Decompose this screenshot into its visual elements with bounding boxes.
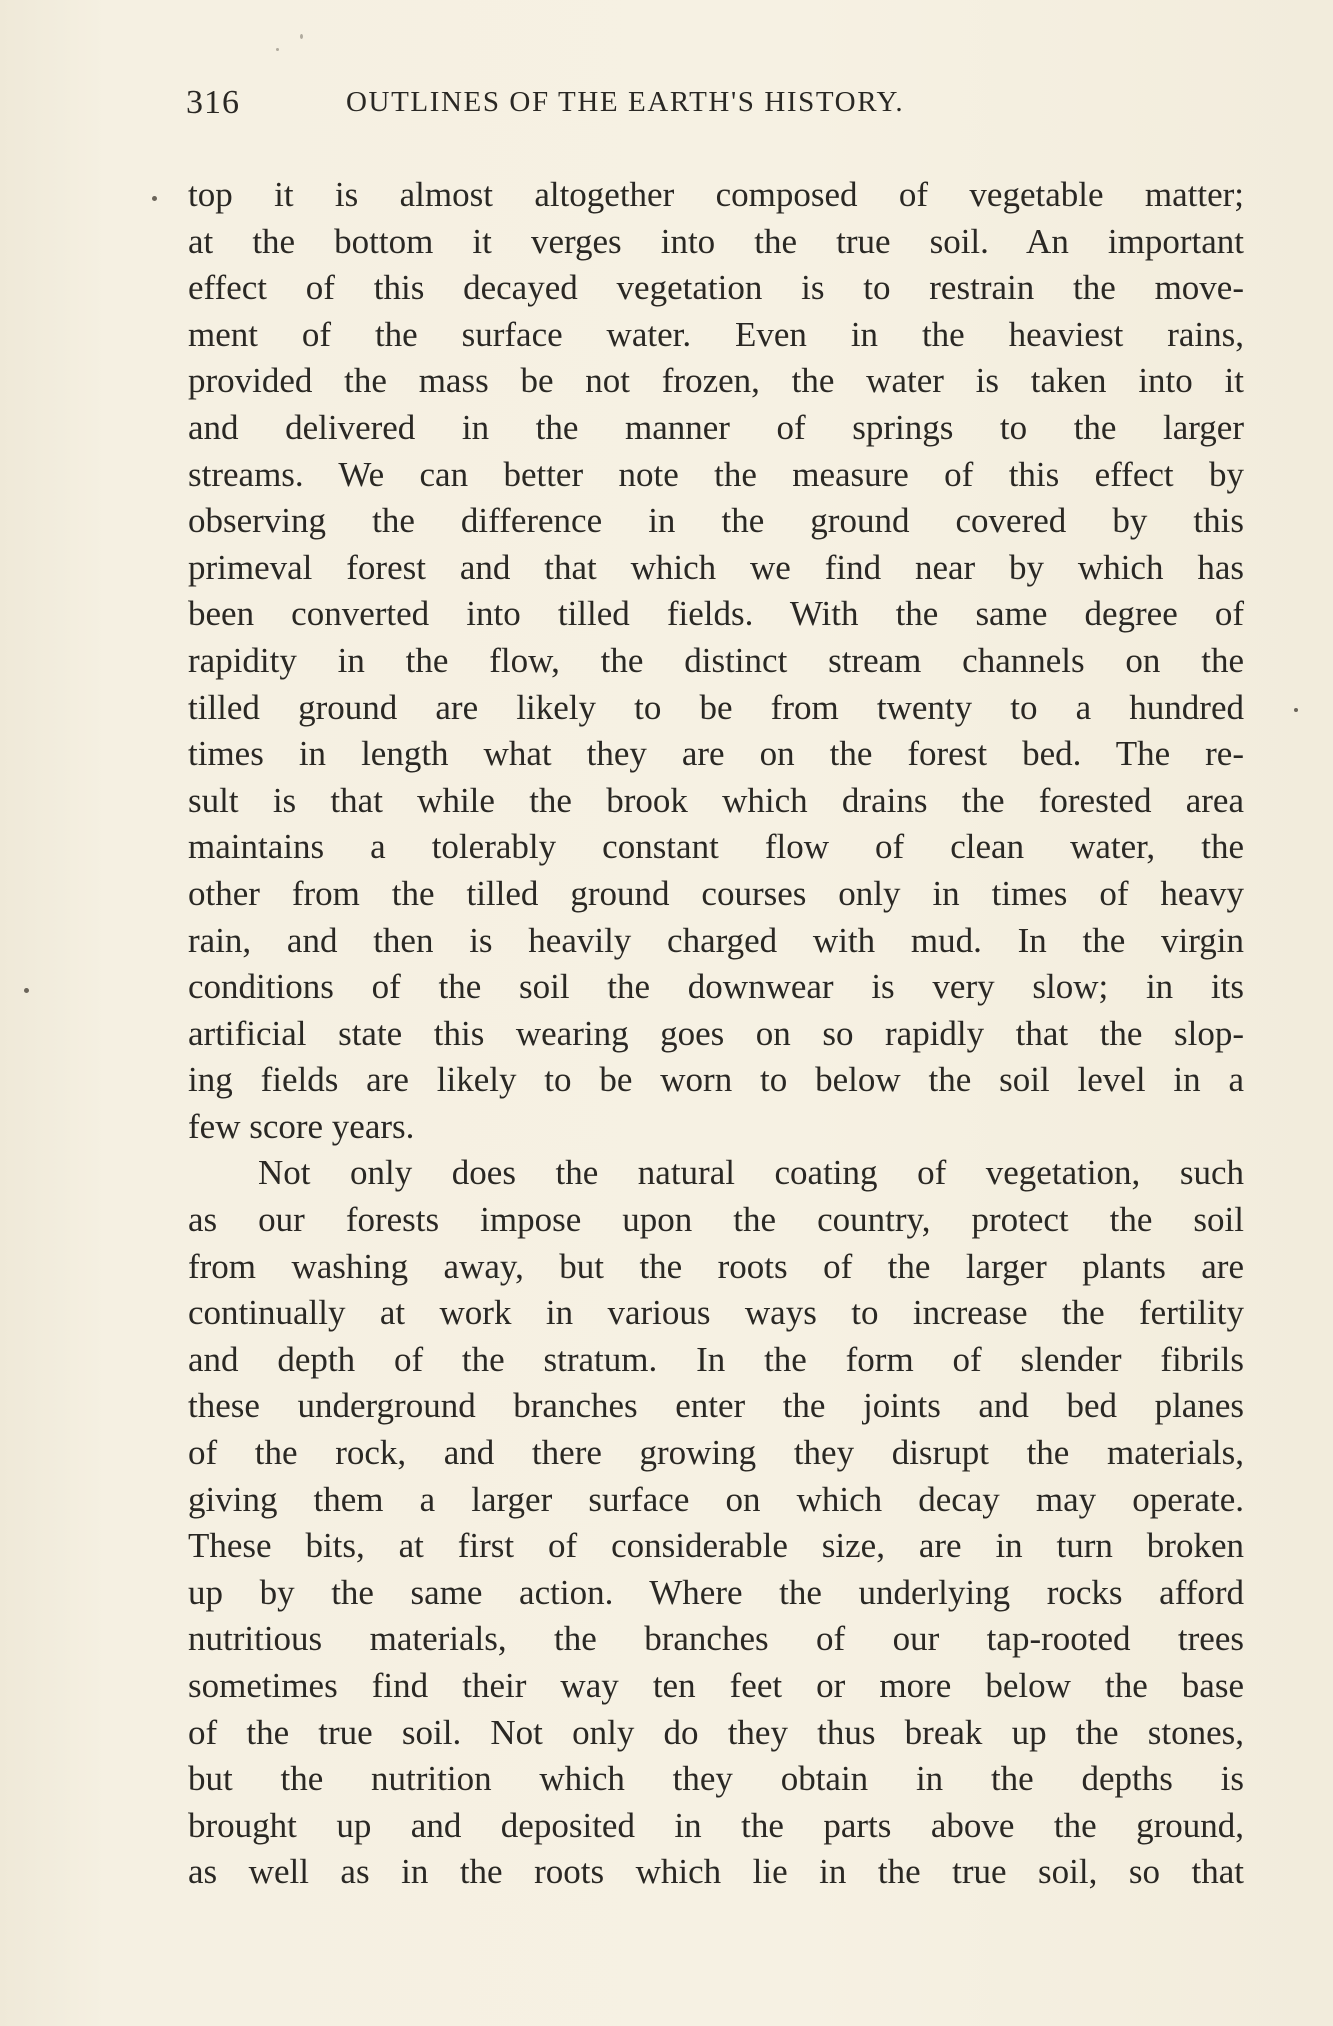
body-text xyxy=(188,172,1244,1896)
text-line: artificial state this wearing goes on so rapidly that the slop- xyxy=(188,1013,1244,1053)
text-line: giving them a larger surface on which decay may operate. xyxy=(188,1479,1244,1519)
text-line: sometimes find their way ten feet or more below the base xyxy=(188,1666,1244,1705)
print-speck xyxy=(24,988,29,993)
text-line: rapidity in the flow, the distinct stream channels on the xyxy=(188,640,1244,680)
text-line: at the bottom it verges into the true soil. An important xyxy=(188,221,1244,261)
print-speck xyxy=(1294,708,1298,712)
page-header xyxy=(186,84,1106,134)
text-line: up by the same action. Where the underlying rocks afford xyxy=(188,1572,1244,1612)
text-line: continually at work in various ways to increase the fertility xyxy=(188,1293,1244,1333)
text-line: ment of the surface water. Even in the heaviest rains, xyxy=(188,314,1244,354)
paragraph-end-line: few score years. xyxy=(188,1106,415,1146)
text-line: times in length what they are on the forest bed. The re- xyxy=(188,734,1244,774)
text-line: tilled ground are likely to be from twenty to a hundred xyxy=(188,687,1244,727)
text-line: top it is almost altogether composed of vegetable matter; xyxy=(188,175,1244,214)
text-line: of the rock, and there growing they disrupt the materials, xyxy=(188,1433,1244,1473)
page-number: 316 xyxy=(186,84,240,121)
text-line: but the nutrition which they obtain in the depths is xyxy=(188,1759,1244,1799)
print-speck xyxy=(300,34,303,39)
text-line: observing the difference in the ground covered by this xyxy=(188,501,1244,541)
text-line: as our forests impose upon the country, protect the soil xyxy=(188,1200,1244,1240)
text-line: primeval forest and that which we find near by which has xyxy=(188,547,1244,587)
text-line: brought up and deposited in the parts above the ground, xyxy=(188,1805,1244,1845)
text-line: been converted into tilled fields. With the same degree of xyxy=(188,594,1244,634)
text-line: streams. We can better note the measure of this effect by xyxy=(188,454,1244,494)
text-line: and depth of the stratum. In the form of slender fibrils xyxy=(188,1339,1244,1379)
text-line: from washing away, but the roots of the larger plants are xyxy=(188,1246,1244,1286)
text-line: conditions of the soil the downwear is very slow; in its xyxy=(188,967,1244,1007)
text-line: other from the tilled ground courses only in times of heavy xyxy=(188,873,1244,913)
paragraph-start-line: Not only does the natural coating of vegetation, such xyxy=(258,1153,1244,1193)
text-line: effect of this decayed vegetation is to restrain the move- xyxy=(188,268,1244,308)
text-line: and delivered in the manner of springs to the larger xyxy=(188,407,1244,447)
text-line: ing fields are likely to be worn to below the soil level in a xyxy=(188,1060,1244,1100)
print-speck xyxy=(152,196,157,201)
text-line: of the true soil. Not only do they thus break up the stones, xyxy=(188,1712,1244,1752)
print-speck xyxy=(276,48,279,51)
text-line: sult is that while the brook which drains the forested area xyxy=(188,780,1244,820)
text-line: nutritious materials, the branches of our tap-rooted trees xyxy=(188,1619,1244,1659)
text-line: provided the mass be not frozen, the water is taken into it xyxy=(188,361,1244,401)
text-line: rain, and then is heavily charged with mud. In the virgin xyxy=(188,920,1244,960)
running-title: OUTLINES OF THE EARTH'S HISTORY. xyxy=(346,86,905,118)
text-line: as well as in the roots which lie in the true soil, so that xyxy=(188,1852,1244,1892)
text-line: These bits, at first of considerable size, are in turn broken xyxy=(188,1526,1244,1566)
text-line: maintains a tolerably constant flow of clean water, the xyxy=(188,827,1244,867)
text-line: these underground branches enter the joints and bed planes xyxy=(188,1386,1244,1426)
